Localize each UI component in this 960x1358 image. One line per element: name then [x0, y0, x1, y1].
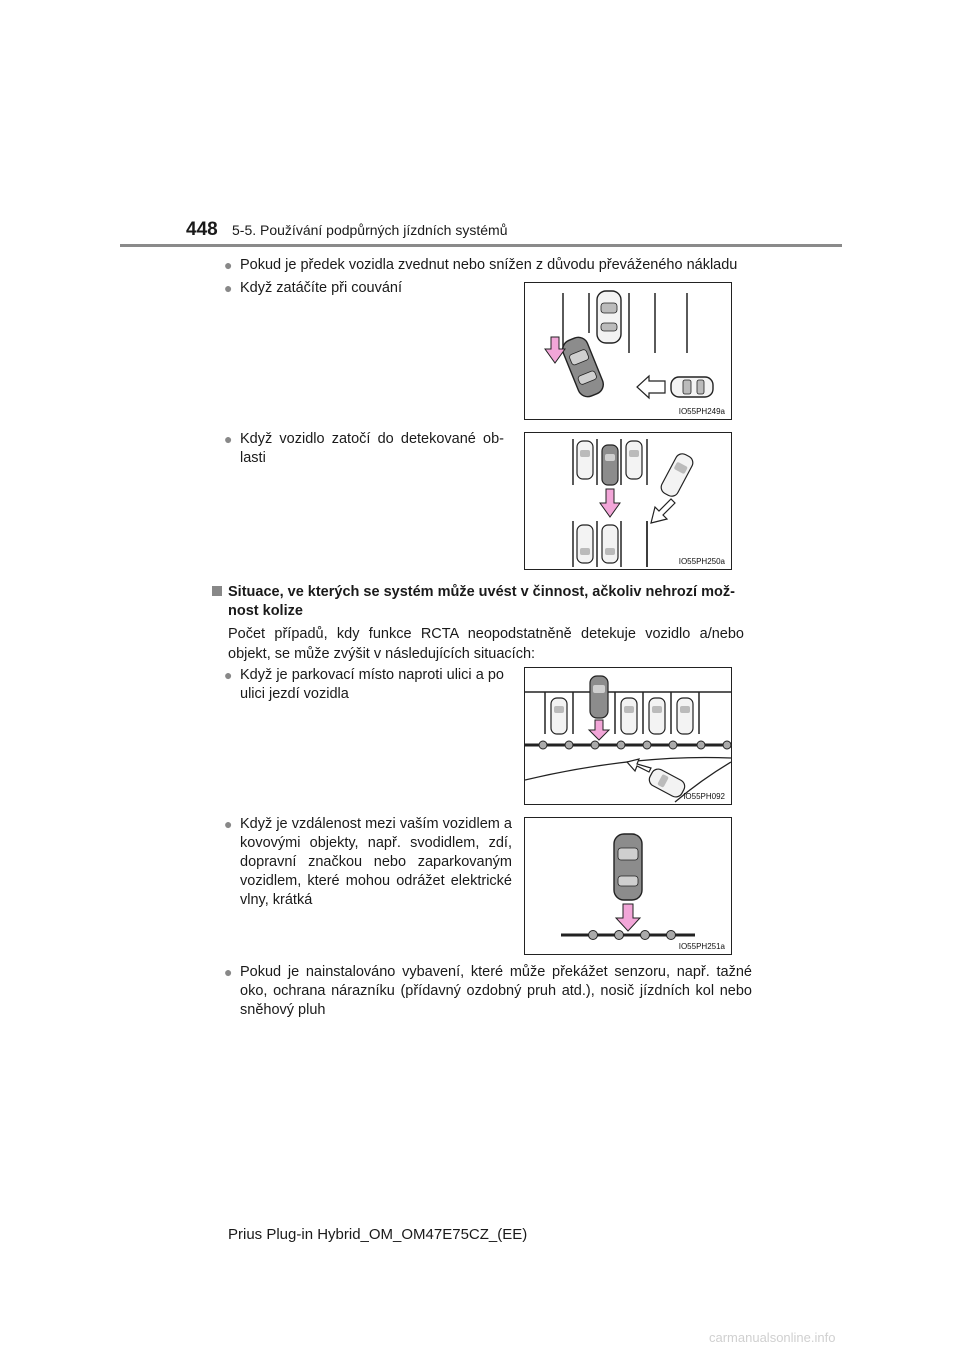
bullet-text: Když vozidlo zatočí do detekované ob-lasti: [240, 431, 504, 466]
figure-code: IO55PH249a: [678, 407, 725, 416]
bullet-text: Pokud je nainstalováno vybavení, které může překážet senzoru, např. tažné oko, ochrana nárazníku (přídavný ozdobný pruh atd.), nosič jízdních kol nebo sněhový pluh: [240, 964, 752, 1018]
watermark: carmanualsonline.info: [709, 1330, 836, 1345]
bullet-item: [224, 815, 512, 910]
figure-illustration: [525, 668, 731, 804]
own-car-icon: [614, 834, 642, 900]
bullet-icon: ●: [224, 431, 233, 447]
figure-illustration: [525, 818, 731, 954]
parked-car-icon: [577, 441, 593, 479]
parked-car-icon: [626, 441, 642, 479]
own-car-icon: [602, 445, 618, 485]
heading-square-icon: [212, 586, 222, 596]
figure-illustration: [525, 433, 731, 569]
bullet-text: Když je vzdálenost mezi vaším vozidlem a kovovými objekty, např. svodidlem, zdí, dopravní značkou nebo zaparkovaným vozidlem, které mohou odrážet elektrické vlny, krátká: [240, 816, 512, 908]
figure-metal-objects: [524, 817, 732, 955]
figure-code: IO55PH251a: [678, 942, 725, 951]
bullet-item: [224, 279, 504, 298]
reverse-arrow-icon: [600, 489, 620, 517]
parked-car-icon: [621, 698, 637, 734]
bullet-text: Když je parkovací místo naproti ulici a po ulici jezdí vozidla: [240, 667, 504, 702]
approach-arrow-icon: [637, 376, 665, 398]
intro-paragraph: Počet případů, kdy funkce RCTA neopodstatněně detekuje vozidlo a/nebo objekt, se může zvýšit v následujících situacích:: [228, 626, 744, 662]
approaching-car-icon: [671, 377, 713, 397]
footer-manual-id: Prius Plug-in Hybrid_OM_OM47E75CZ_(EE): [228, 1226, 528, 1243]
bullet-text: Když zatáčíte při couvání: [240, 280, 402, 296]
reverse-arrow-icon: [616, 904, 640, 931]
bullet-icon: ●: [224, 816, 233, 832]
bullet-icon: ●: [224, 964, 233, 980]
approach-arrow-icon: [651, 499, 675, 523]
reverse-arrow-icon: [545, 337, 565, 363]
approaching-car-icon: [659, 451, 696, 498]
figure-illustration: [525, 283, 731, 419]
figure-code: IO55PH092: [683, 792, 725, 801]
figure-turn-into-area: [524, 432, 732, 570]
reverse-arrow-icon: [589, 720, 609, 740]
bullet-item: [224, 430, 504, 468]
own-car-icon: [560, 334, 607, 399]
figure-code: IO55PH250a: [678, 557, 725, 566]
approaching-car-icon: [647, 767, 687, 800]
bullet-icon: ●: [224, 280, 233, 296]
bullet-item: [224, 666, 504, 704]
parked-car-icon: [602, 525, 618, 563]
own-car-icon: [590, 676, 608, 718]
page-number: 448: [186, 219, 218, 240]
section-title: 5-5. Používání podpůrných jízdních systémů: [232, 222, 508, 238]
parked-car-icon: [677, 698, 693, 734]
figure-reverse-turn: [524, 282, 732, 420]
bullet-item: [224, 963, 752, 1020]
bullet-item: [224, 256, 764, 275]
parked-car-icon: [577, 525, 593, 563]
bullet-icon: ●: [224, 667, 233, 683]
figure-street-parking: [524, 667, 732, 805]
parked-car-icon: [597, 291, 621, 343]
parked-car-icon: [649, 698, 665, 734]
header-rule: [120, 244, 842, 247]
parked-car-icon: [551, 698, 567, 734]
bullet-icon: ●: [224, 257, 233, 273]
bullet-text: Pokud je předek vozidla zvednut nebo snížen z důvodu převáženého nákladu: [240, 257, 738, 273]
section-heading: Situace, ve kterých se systém může uvést v činnost, ačkoliv nehrozí mož-nost kolize: [212, 583, 752, 621]
